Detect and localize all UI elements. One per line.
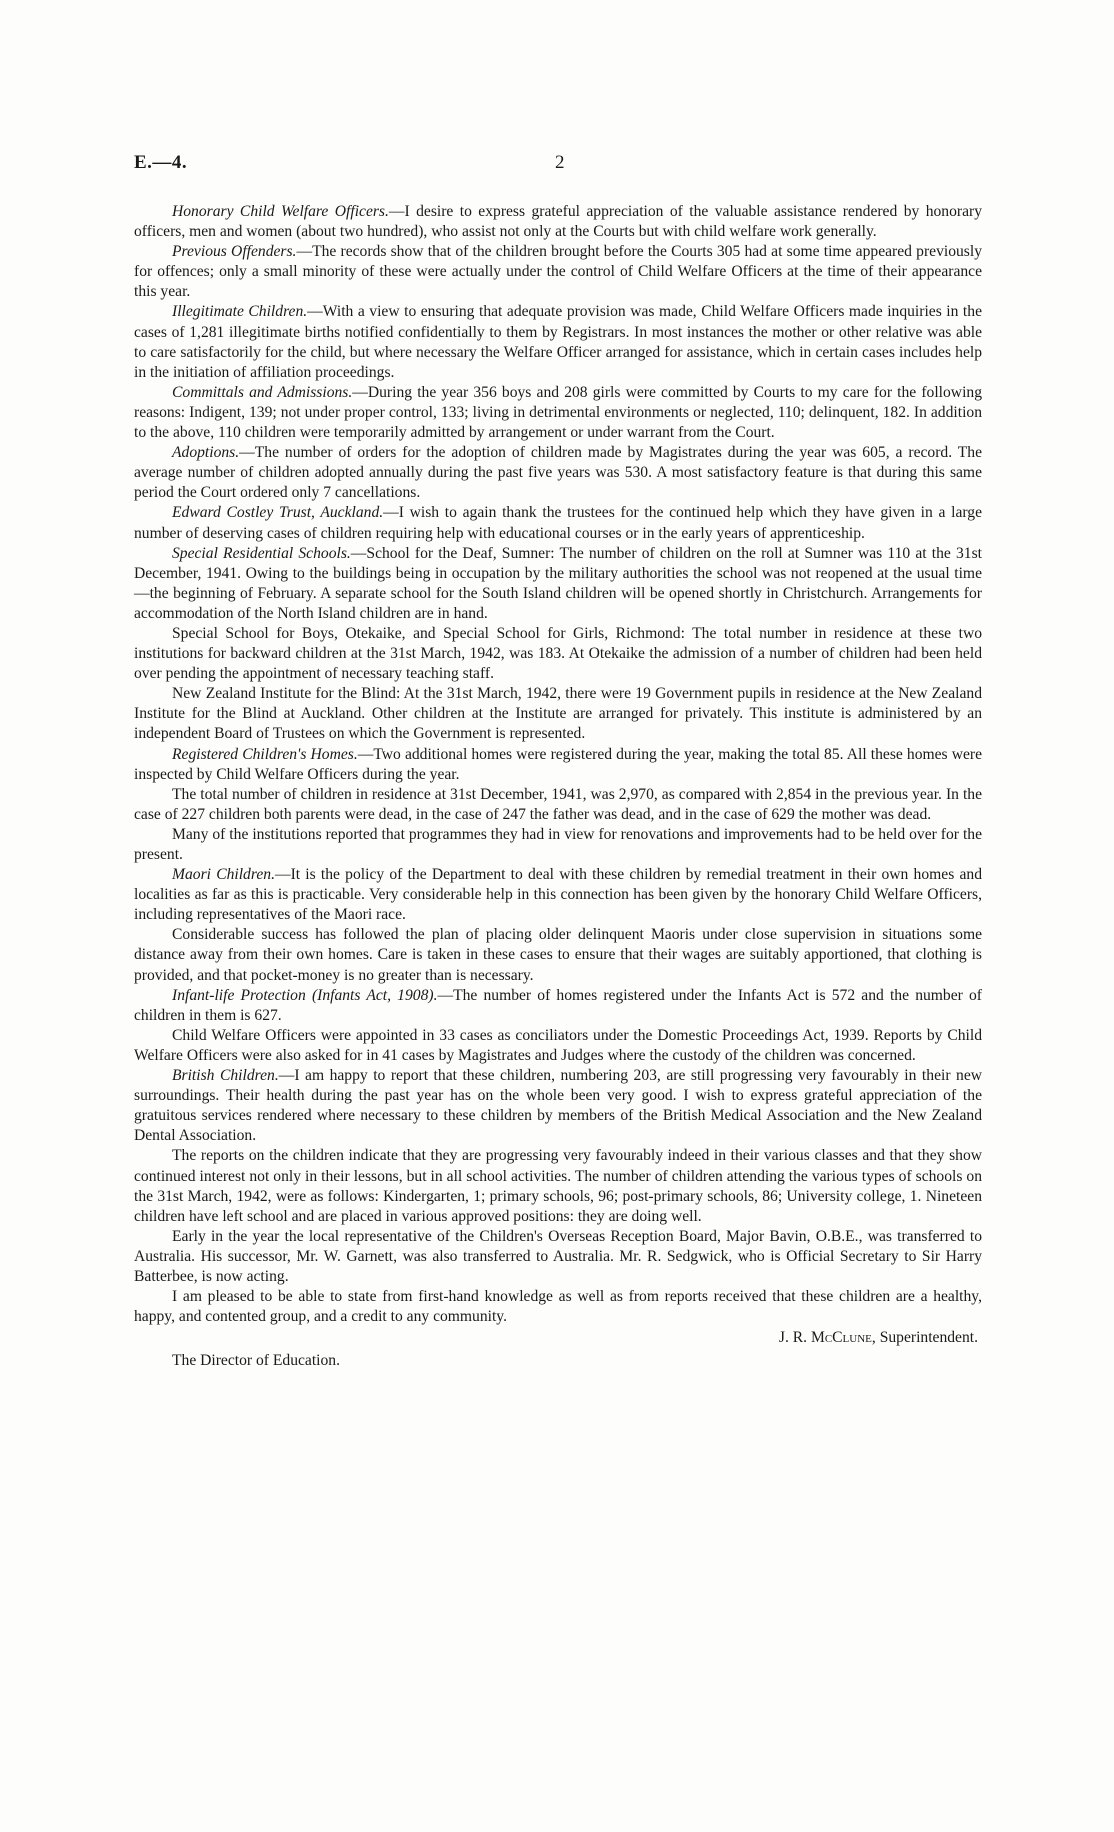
paragraph-heading: Infant-life Protection (Infants Act, 1908). — [172, 986, 438, 1004]
report-body — [134, 202, 982, 1371]
paragraph-heading: Honorary Child Welfare Officers. — [172, 203, 389, 220]
paragraph-heading: Adoptions. — [172, 444, 240, 462]
paragraph-text: —School for the Deaf, Sumner: The number of children on the roll at Sumner was 110 at the 31st December, 1941. Owing to the buildings being in occupation by the military authorities the school was not reopened at the usual time—the beginning of February. A separate school for the South Island children will be opened shortly in Christchurch. Arrangements for accommodation of the North Island children are in hand. — [134, 544, 983, 622]
paragraph-text: —The records show that of the children brought before the Courts 305 had at some time appeared previously for offences; only a small minority of these were actually under the control of Child Welfare Officers at the time of their appearance this year. — [134, 243, 982, 301]
report-paragraph — [134, 986, 982, 1026]
paragraph-heading: Special Residential Schools. — [172, 544, 351, 562]
document-reference: E.—4. — [134, 152, 188, 173]
paragraph-heading: Maori Children. — [172, 866, 275, 884]
paragraph-text: —It is the policy of the Department to deal with these children by remedial treatment in their own homes and localities as far as this is practicable. Very considerable help in this connection has been given by the honorary Child Welfare Officers, including representatives of the Maori race. — [134, 866, 982, 924]
paragraph-text: —With a view to ensuring that adequate provision was made, Child Welfare Officers made inquiries in the cases of 1,281 illegitimate births notified confidentially to them by Registrars. In most instances the mother or other relative was able to care satisfactorily for the child, but where necessary the Welfare Officer arranged for assistance, which in certain cases includes help in the initiation of affiliation proceedings. — [134, 303, 982, 381]
addressee: The Director of Education. — [172, 1352, 340, 1370]
page-header — [134, 152, 984, 178]
report-paragraph — [134, 825, 982, 865]
report-paragraph — [134, 1146, 982, 1226]
paragraph-text: Considerable success has followed the plan of placing older delinquent Maoris under close supervision in situations some distance away from their own homes. Care is taken in these cases to ensure that their wages are suitably apportioned, that clothing is provided, and that pocket-money is no greater than is necessary. — [134, 926, 982, 984]
signature-initials: J. R. — [778, 1329, 811, 1347]
report-paragraph — [134, 1026, 982, 1066]
paragraph-text: —The number of homes registered under the Infants Act is 572 and the number of children in them is 627. — [134, 986, 982, 1024]
paragraph-text: —I wish to again thank the trustees for the continued help which they have given in a large number of deserving cases of children requiring help with educational courses or in the early years of apprenticeship. — [134, 504, 982, 542]
report-paragraph — [134, 544, 982, 624]
report-paragraph — [134, 1227, 982, 1287]
report-paragraph — [134, 865, 982, 925]
report-paragraph — [134, 1066, 982, 1146]
report-paragraph — [134, 242, 982, 302]
paragraph-text: —During the year 356 boys and 208 girls were committed by Courts to my care for the following reasons: Indigent, 139; not under proper control, 133; living in detrimental environments or neglected, 110; delinquent, 182. In addition to the above, 110 children were temporarily admitted by arrangement or under warrant from the Court. — [134, 383, 982, 442]
report-paragraph — [134, 302, 982, 382]
report-paragraph — [134, 925, 982, 985]
report-paragraph — [134, 443, 982, 503]
paragraph-text: —Two additional homes were registered during the year, making the total 85. All these homes were inspected by Child Welfare Officers during the year. — [134, 745, 982, 783]
paragraph-heading: Registered Children's Homes. — [172, 745, 358, 763]
paragraph-heading: British Children. — [172, 1067, 279, 1085]
signature — [134, 1328, 982, 1348]
report-paragraph — [134, 684, 982, 744]
paragraph-heading: Committals and Admissions. — [172, 383, 353, 401]
report-paragraph — [134, 202, 982, 242]
paragraph-text: —I am happy to report that these children, numbering 203, are still progressing very favourably in their new surroundings. Their health during the past year has on the whole been very good. I wish to express grateful appreciation of the gratuitous services rendered where necessary to these children by members of the British Medical Association and the New Zealand Dental Association. — [134, 1067, 982, 1145]
paragraph-text: —I desire to express grateful appreciation of the valuable assistance rendered by honorary officers, men and women (about two hundred), who assist not only at the Courts but with child welfare work generally. — [134, 203, 982, 241]
report-paragraph — [134, 785, 982, 825]
paragraph-text: Child Welfare Officers were appointed in 33 cases as conciliators under the Domestic Proceedings Act, 1939. Reports by Child Welfare Officers were also asked for in 41 cases by Magistrates and Judges where the custody of the children was concerned. — [134, 1026, 982, 1064]
paragraph-text: Special School for Boys, Otekaike, and Special School for Girls, Richmond: The total number in residence at these two institutions for backward children at the 31st March, 1942, was 183. At Otekaike the admission of a number of children had been held over pending the appointment of necessary teaching staff. — [134, 624, 982, 683]
signature-surname: McClune — [810, 1329, 872, 1347]
report-paragraph — [134, 624, 982, 684]
report-paragraph — [134, 383, 982, 443]
report-paragraph — [134, 1287, 982, 1327]
paragraph-heading: Illegitimate Children. — [172, 303, 308, 321]
report-paragraph — [134, 503, 982, 543]
signature-title: , Superintendent. — [871, 1329, 978, 1347]
paragraph-text: —The number of orders for the adoption of children made by Magistrates during the year was 605, a record. The average number of children adopted annually during the past five years was 530. A most satisfactory feature is that during this same period the Court ordered only 7 cancellations. — [134, 444, 982, 502]
paragraph-text: Early in the year the local representative of the Children's Overseas Reception Board, Major Bavin, O.B.E., was transferred to Australia. His successor, Mr. W. Garnett, was also transferred to Australia. Mr. R. Sedgwick, who is Official Secretary to Sir Harry Batterbee, is now acting. — [134, 1227, 982, 1285]
report-paragraph — [134, 745, 982, 785]
paragraph-text: New Zealand Institute for the Blind: At the 31st March, 1942, there were 19 Government pupils in residence at the New Zealand Institute for the Blind at Auckland. Other children at the Institute are arranged for privately. This institute is administered by an independent Board of Trustees on which the Government is represented. — [134, 685, 982, 743]
page-number: 2 — [555, 152, 565, 173]
paragraph-heading: Previous Offenders. — [172, 243, 297, 261]
paragraph-text: The reports on the children indicate that they are progressing very favourably indeed in their various classes and that they show continued interest not only in their lessons, but in all school activities. The number of children attending the various types of schools on the 31st March, 1942, were as follows: Kindergarten, 1; primary schools, 96; post-primary schools, 86; University college, 1. Nineteen children have left school and are placed in various approved positions: they are doing well. — [134, 1147, 982, 1225]
paragraph-text: The total number of children in residence at 31st December, 1941, was 2,970, as compared with 2,854 in the previous year. In the case of 227 children both parents were dead, in the case of 247 the father was dead, and in the case of 629 the mother was dead. — [134, 785, 982, 823]
paragraph-text: Many of the institutions reported that programmes they had in view for renovations and improvements had to be held over for the present. — [134, 825, 982, 863]
paragraph-heading: Edward Costley Trust, Auckland. — [172, 504, 384, 522]
paragraph-text: I am pleased to be able to state from first-hand knowledge as well as from reports received that these children are a healthy, happy, and contented group, and a credit to any community. — [134, 1288, 982, 1326]
